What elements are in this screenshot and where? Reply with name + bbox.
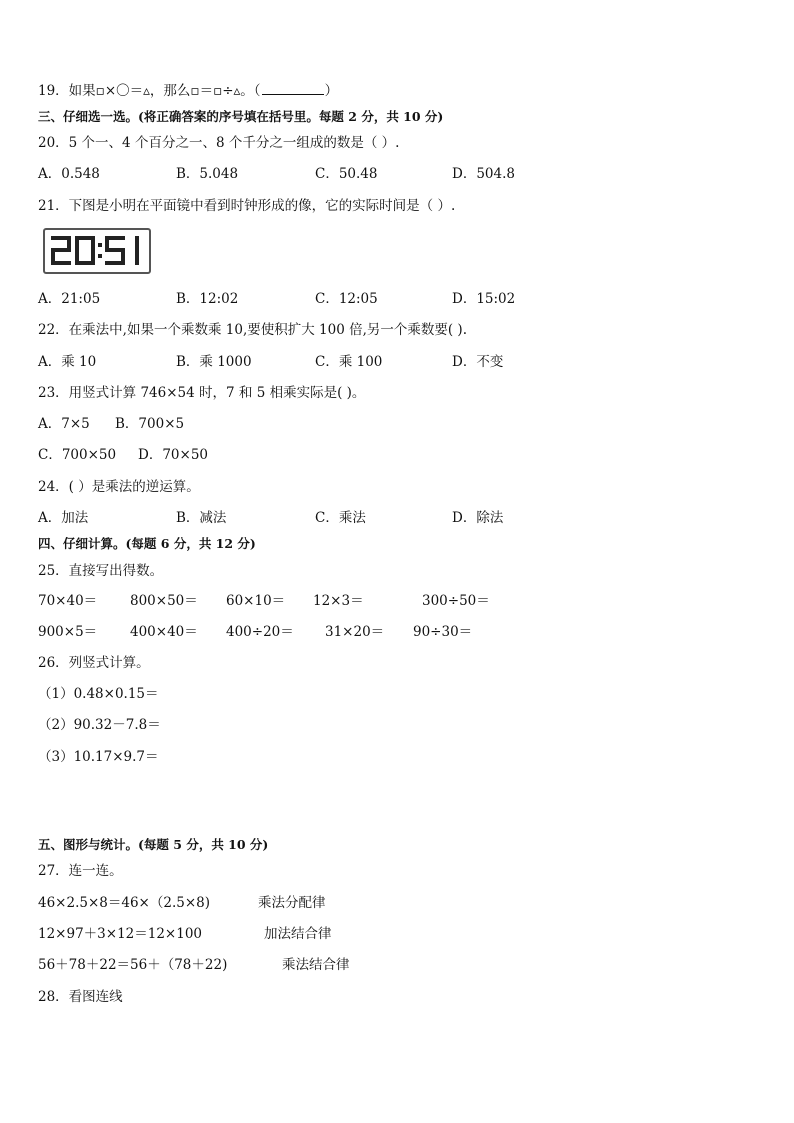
question-21-stem: 21．下图是小明在平面镜中看到时钟形成的像，它的实际时间是（ ）. (38, 198, 456, 214)
matching-right-item[interactable]: 加法结合律 (264, 926, 332, 942)
matching-left-item[interactable]: 56＋78＋22＝56＋（78＋22) (38, 957, 228, 973)
section-5-heading: 五、图形与统计。(每题 5 分，共 10 分) (38, 837, 269, 852)
option-d[interactable]: D．不变 (452, 354, 504, 370)
option-c[interactable]: C．50.48 (315, 166, 378, 182)
option-d[interactable]: D．除法 (452, 510, 504, 526)
section-4-heading: 四、仔细计算。(每题 6 分，共 12 分) (38, 536, 256, 551)
q19-text: 19．如果▫×〇＝▵，那么▫＝▫÷▵。（ (38, 83, 261, 99)
question-28-stem: 28．看图连线 (38, 989, 123, 1005)
option-c[interactable]: C．12:05 (315, 291, 378, 307)
matching-right-item[interactable]: 乘法结合律 (282, 957, 350, 973)
calc-item[interactable]: 900×5＝ (38, 624, 98, 640)
calc-item[interactable]: 800×50＝ (130, 593, 198, 609)
option-b[interactable]: B．减法 (176, 510, 227, 526)
calc-item[interactable]: 300÷50＝ (422, 593, 490, 609)
question-22-stem: 22．在乘法中,如果一个乘数乘 10,要使积扩大 100 倍,另一个乘数要( ). (38, 322, 467, 338)
vertical-calc-item[interactable]: （1）0.48×0.15＝ (38, 686, 159, 702)
calc-item[interactable]: 12×3＝ (313, 593, 364, 609)
option-d[interactable]: D．15:02 (452, 291, 516, 307)
vertical-calc-item[interactable]: （3）10.17×9.7＝ (38, 749, 159, 765)
answer-blank[interactable] (262, 82, 324, 95)
option-b[interactable]: B．5.048 (176, 166, 239, 182)
option-c[interactable]: C．乘 100 (315, 354, 383, 370)
calc-item[interactable]: 400÷20＝ (226, 624, 294, 640)
question-25-stem: 25．直接写出得数。 (38, 563, 164, 579)
option-a[interactable]: A．7×5 (38, 416, 90, 432)
option-a[interactable]: A．乘 10 (38, 354, 97, 370)
option-d[interactable]: D．504.8 (452, 166, 515, 182)
option-c[interactable]: C．700×50 (38, 447, 117, 463)
option-b[interactable]: B．700×5 (115, 416, 185, 432)
question-20-stem: 20．5 个一、4 个百分之一、8 个千分之一组成的数是（ ）. (38, 135, 400, 151)
option-a[interactable]: A．21:05 (38, 291, 101, 307)
option-a[interactable]: A．0.548 (38, 166, 100, 182)
calc-item[interactable]: 60×10＝ (226, 593, 286, 609)
option-d[interactable]: D．70×50 (138, 447, 208, 463)
option-b[interactable]: B．12:02 (176, 291, 239, 307)
calc-item[interactable]: 90÷30＝ (413, 624, 473, 640)
option-b[interactable]: B．乘 1000 (176, 354, 252, 370)
question-26-stem: 26．列竖式计算。 (38, 655, 150, 671)
matching-right-item[interactable]: 乘法分配律 (258, 895, 326, 911)
calc-item[interactable]: 70×40＝ (38, 593, 98, 609)
clock-digits (45, 230, 149, 272)
option-c[interactable]: C．乘法 (315, 510, 366, 526)
calc-item[interactable]: 400×40＝ (130, 624, 198, 640)
matching-left-item[interactable]: 46×2.5×8＝46×（2.5×8) (38, 895, 210, 911)
q19-close: ） (324, 83, 339, 99)
digital-clock-image (43, 228, 151, 274)
option-a[interactable]: A．加法 (38, 510, 89, 526)
question-24-stem: 24．( ）是乘法的逆运算。 (38, 479, 200, 495)
calc-item[interactable]: 31×20＝ (325, 624, 385, 640)
question-23-stem: 23．用竖式计算 746×54 时，7 和 5 相乘实际是( )。 (38, 385, 366, 401)
vertical-calc-item[interactable]: （2）90.32－7.8＝ (38, 717, 161, 733)
section-3-heading: 三、仔细选一选。(将正确答案的序号填在括号里。每题 2 分，共 10 分) (38, 109, 444, 124)
question-27-stem: 27．连一连。 (38, 863, 123, 879)
question-19 (38, 82, 338, 100)
matching-left-item[interactable]: 12×97＋3×12＝12×100 (38, 926, 203, 942)
